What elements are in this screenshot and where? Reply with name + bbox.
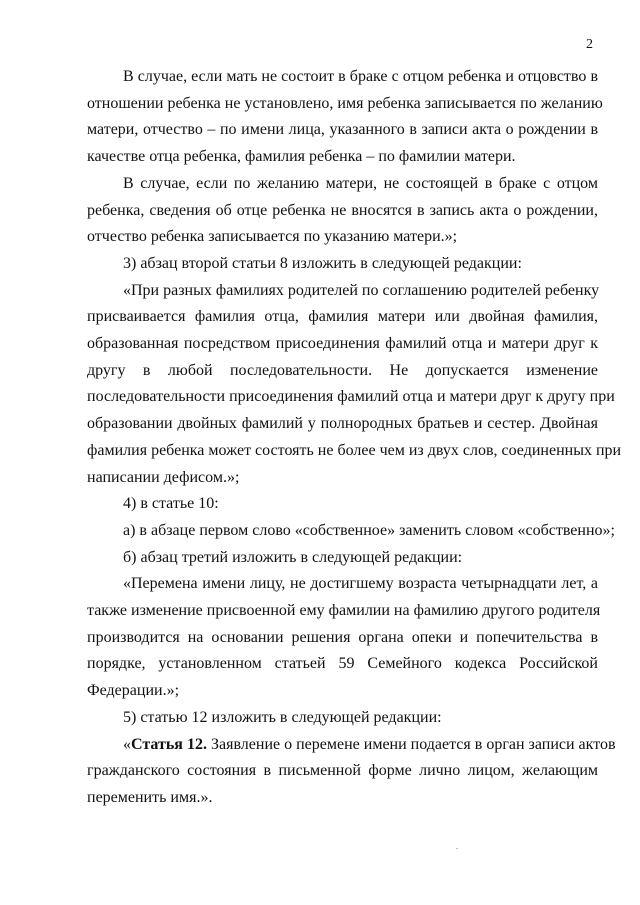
text-line: «При разных фамилиях родителей по соглашению родителей ребенку (123, 281, 600, 299)
page-number: 2 (586, 37, 593, 52)
paragraph (87, 705, 598, 732)
text-line: также изменение присвоенной ему фамилии на фамилию другого родителя (87, 602, 601, 620)
text-line: последовательности присоединения фамилий отца и матери друг к другу при (87, 388, 615, 406)
text-line: производится на основании решения органа опеки и попечительства в (87, 628, 598, 646)
article-line: переменить имя.». (87, 788, 213, 806)
paragraph (87, 278, 622, 492)
text-line: матери, отчество – по имени лица, указанного в записи акта о рождении в (87, 121, 598, 139)
paragraph (87, 64, 603, 171)
text-line: ребенка, сведения об отце ребенка не вносятся в запись акта о рождении, (87, 201, 598, 219)
article-open-quote: « (123, 735, 131, 753)
text-line: написании дефисом.»; (87, 468, 240, 486)
text-line: образовании двойных фамилий у полнородных братьев и сестер. Двойная (87, 415, 598, 433)
paragraph (87, 518, 615, 545)
text-line: фамилия ребенка может состоять не более чем из двух слов, соединенных при (87, 441, 622, 459)
paragraph-list (87, 64, 622, 732)
text-line: другу в любой последовательности. Не допускается изменение (87, 361, 598, 379)
text-line: отношении ребенка не установлено, имя ребенка записывается по желанию (87, 94, 603, 112)
paragraph (87, 171, 598, 251)
text-line: а) в абзаце первом слово «собственное» заменить словом «собственно»; (123, 521, 615, 539)
text-line: «Перемена имени лицу, не достигшему возраста четырнадцати лет, а (123, 575, 598, 593)
article-paragraph (87, 732, 616, 812)
article-title: Статья 12. (131, 735, 207, 753)
text-line: б) абзац третий изложить в следующей редакции: (123, 548, 463, 566)
article-line: гражданского состояния в письменной форме лично лицом, желающим (87, 762, 598, 780)
document-body (87, 64, 622, 812)
text-line: Федерации.»; (87, 682, 180, 700)
text-line: порядке, установленном статьей 59 Семейного кодекса Российской (87, 655, 598, 673)
text-line: 4) в статье 10: (123, 495, 219, 513)
article-first-line (87, 732, 616, 759)
text-line: образованная посредством присоединения фамилий отца и матери друг к (87, 335, 598, 353)
text-line: качестве отца ребенка, фамилия ребенка – по фамилии матери. (87, 148, 516, 166)
scan-speck (456, 848, 458, 849)
text-line: В случае, если по желанию матери, не состоящей в браке с отцом (123, 174, 598, 192)
text-line: В случае, если мать не состоит в браке с отцом ребенка и отцовство в (123, 68, 598, 85)
text-line: присваивается фамилия отца, фамилия матери или двойная фамилия, (87, 308, 598, 326)
text-line: 3) абзац второй статьи 8 изложить в следующей редакции: (123, 254, 522, 272)
article-first-line-text: Заявление о перемене имени подается в орган записи актов (206, 735, 616, 753)
paragraph (87, 545, 598, 572)
paragraph (87, 571, 601, 705)
paragraph (87, 491, 598, 518)
text-line: 5) статью 12 изложить в следующей редакции: (123, 708, 442, 726)
text-line: отчество ребенка записывается по указанию матери.»; (87, 228, 458, 246)
paragraph (87, 251, 598, 278)
